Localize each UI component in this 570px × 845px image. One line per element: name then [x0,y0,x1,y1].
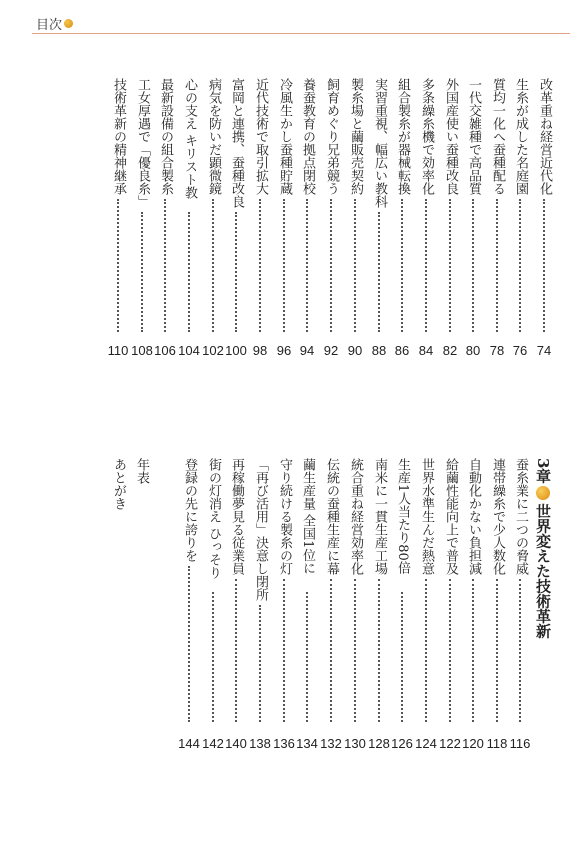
toc-entry-title: 飼育めぐり兄弟競う [324,78,339,195]
toc-page-number: 136 [273,736,295,751]
toc-page-number: 126 [391,736,413,751]
toc-page-number: 102 [202,343,224,358]
toc-entry[interactable] [464,458,482,756]
toc-entry[interactable] [417,78,435,363]
toc-entry-title: 一代交雑種で高品質 [466,78,481,195]
toc-entry-title: 最新設備の組合製糸 [158,78,173,195]
toc-page-number: 134 [296,736,318,751]
toc-entry-title: 年表 [134,458,149,484]
toc-entry[interactable] [251,78,269,363]
toc-page-number: 86 [394,343,410,358]
toc-header [36,14,73,33]
toc-page-number: 76 [512,343,528,358]
toc-page-number: 120 [462,736,484,751]
toc-entry-title: 連帯繰糸で少人数化 [490,458,505,575]
toc-entry-title: 繭生産量 全国1位に [300,458,315,575]
toc-header-label: 目次 [36,18,63,33]
toc-entry-title: 再稼働夢見る従業員 [229,458,244,575]
toc-entry[interactable] [441,78,459,363]
toc-entry-title: 冷風生かし蚕種貯蔵 [277,78,292,195]
toc-entry[interactable] [275,458,293,756]
toc-entry-title: 近代技術で取引拡大 [253,78,268,195]
toc-page-number: 90 [347,343,363,358]
toc-entry-title: 生産1人当たり80倍 [395,458,410,574]
toc-leader-dots [235,212,237,332]
toc-entry-title: 南米に一貫生産工場 [372,458,387,575]
toc-entry[interactable] [109,78,127,363]
toc-leader-dots [283,199,285,332]
toc-entry-title: 生糸が成した名庭園 [513,78,528,195]
toc-leader-dots [425,199,427,332]
orange-dot-icon [64,19,73,28]
toc-page-number: 88 [371,343,387,358]
toc-entry-title: 統合重ね経営効率化 [348,458,363,575]
toc-entry-title: 質均一化へ蚕種配る [490,78,505,195]
toc-page-number: 144 [178,736,200,751]
toc-entry-title: 伝統の蚕種生産に幕 [324,458,339,575]
toc-leader-dots [330,199,332,332]
toc-entry-title: 蚕糸業に二つの脅威 [513,458,528,575]
toc-leader-dots [449,579,451,722]
toc-entry[interactable] [370,458,388,756]
toc-leader-dots [212,592,214,722]
toc-entry-title: 養蚕教育の拠点閉校 [300,78,315,195]
toc-page-number: 132 [320,736,342,751]
toc-entry[interactable] [275,78,293,363]
toc-entry-title: 工女厚遇で「優良糸」 [135,78,150,208]
toc-page-number: 140 [225,736,247,751]
toc-leader-dots [306,592,308,722]
toc-entry-title: 組合製糸が器械転換 [395,78,410,195]
toc-entry[interactable] [511,78,529,363]
toc-entry[interactable] [204,78,222,363]
toc-leader-dots [259,199,261,332]
toc-leader-dots [117,199,119,332]
toc-entry-title: 街の灯消え ひっそり [206,458,221,580]
toc-page-number: 138 [249,736,271,751]
toc-entry-title: 心の支え キリスト教 [182,78,197,200]
toc-entry[interactable] [441,458,459,756]
toc-leader-dots [235,579,237,722]
toc-page-number: 116 [509,736,531,751]
toc-page-number: 124 [415,736,437,751]
header-divider [32,33,570,34]
toc-page-number: 98 [252,343,268,358]
toc-entry-title: 病気を防いだ顕微鏡 [206,78,221,195]
toc-leader-dots [472,199,474,332]
toc-page-number: 142 [202,736,224,751]
toc-entry[interactable] [488,78,506,363]
toc-page-number: 96 [276,343,292,358]
toc-leader-dots [378,212,380,332]
toc-entry-title: 登録の先に誇りを [182,458,197,562]
toc-page-number: 74 [536,343,552,358]
toc-leader-dots [519,579,521,722]
toc-entry[interactable] [488,458,506,756]
toc-entry[interactable] [417,458,435,756]
toc-leader-dots [425,579,427,722]
toc-entry[interactable] [109,458,127,756]
toc-leader-dots [212,199,214,332]
toc-leader-dots [496,199,498,332]
toc-entry[interactable] [393,458,411,756]
toc-entry-title: あとがき [111,458,126,510]
toc-leader-dots [543,199,545,332]
toc-leader-dots [188,212,190,332]
toc-entry-title: 実習重視、幅広い教科 [372,78,387,208]
toc-page-number: 110 [107,343,129,358]
toc-page-number: 80 [465,343,481,358]
toc-entry[interactable] [370,78,388,363]
toc-entry-title: 給繭性能向上で普及 [443,458,458,575]
toc-entry[interactable] [298,78,316,363]
toc-entry-title: 守り続ける製糸の灯 [277,458,292,575]
toc-entry[interactable] [511,458,529,756]
chapter-number: 3章 [534,458,552,484]
toc-entry[interactable] [393,78,411,363]
toc-leader-dots [472,579,474,722]
toc-entry[interactable] [322,458,340,756]
toc-entry-title: 多条繰糸機で効率化 [419,78,434,195]
toc-page-number: 108 [131,343,153,358]
toc-leader-dots [259,605,261,722]
toc-entry-title: 技術革新の精神継承 [111,78,126,195]
toc-entry[interactable] [132,458,150,756]
toc-page-number: 78 [489,343,505,358]
toc-entry[interactable] [535,78,553,363]
toc-leader-dots [164,199,166,332]
toc-entry[interactable] [204,458,222,756]
toc-page-number: 92 [323,343,339,358]
toc-page-number: 94 [299,343,315,358]
toc-entry-title: 「再び活用」決意し閉所 [253,458,268,601]
toc-leader-dots [141,212,143,332]
toc-entry-title: 富岡と連携、蚕種改良 [229,78,244,208]
toc-leader-dots [401,199,403,332]
toc-entry-title: 外国産使い蚕種改良 [443,78,458,195]
toc-leader-dots [283,579,285,722]
toc-page-number: 100 [225,343,247,358]
toc-page-number: 130 [344,736,366,751]
toc-leader-dots [449,199,451,332]
toc-entry-title: 改革重ね経営近代化 [537,78,552,195]
chapter-title: 世界変えた技術革新 [534,503,552,639]
chapter-heading [533,458,554,638]
toc-leader-dots [496,579,498,722]
toc-page-number: 106 [154,343,176,358]
toc-entry[interactable] [156,78,174,363]
toc-entry[interactable] [227,78,245,363]
toc-leader-dots [330,579,332,722]
toc-leader-dots [306,199,308,332]
toc-entry-title: 製糸場と繭販売契約 [348,78,363,195]
toc-entry[interactable] [322,78,340,363]
toc-leader-dots [519,199,521,332]
toc-leader-dots [188,566,190,722]
toc-page-number: 128 [368,736,390,751]
toc-page-number: 82 [442,343,458,358]
toc-page-number: 118 [486,736,508,751]
toc-entry[interactable] [346,458,364,756]
toc-entry[interactable] [180,78,198,363]
toc-entry[interactable] [180,458,198,756]
toc-leader-dots [401,592,403,722]
chapter-dot-icon [536,486,550,500]
toc-leader-dots [354,579,356,722]
toc-page-number: 104 [178,343,200,358]
toc-entry[interactable] [298,458,316,756]
toc-leader-dots [378,579,380,722]
toc-entry[interactable] [227,458,245,756]
toc-entry-title: 世界水準生んだ熱意 [419,458,434,575]
toc-entry[interactable] [346,78,364,363]
toc-entry[interactable] [464,78,482,363]
toc-page-number: 122 [439,736,461,751]
toc-entry[interactable] [133,78,151,363]
toc-entry-title: 自動化かない負担減 [466,458,481,575]
toc-page-number: 84 [418,343,434,358]
toc-entry[interactable] [251,458,269,756]
toc-leader-dots [354,199,356,332]
